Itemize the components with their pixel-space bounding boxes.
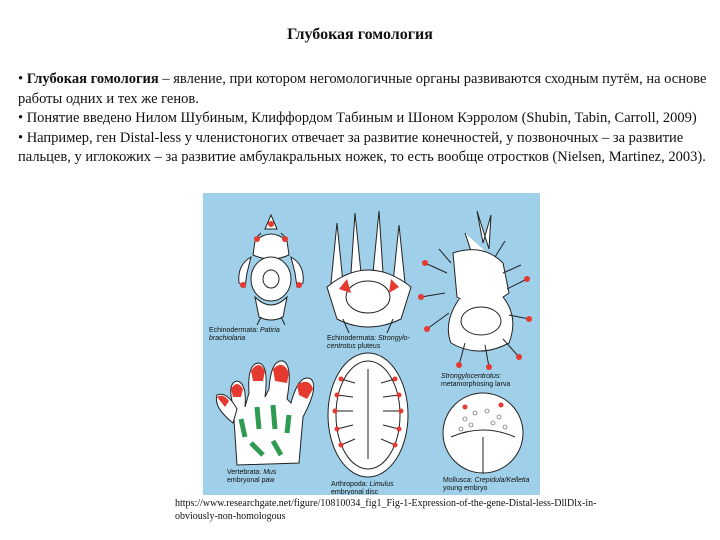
bullet: • (18, 71, 24, 87)
caption-pluteus: Echinodermata: Strongylo- centrotus pluteus (327, 335, 410, 350)
caption-patiria: Echinodermata: Patiria brachiolaria (209, 327, 280, 342)
limulus-disc-drawing (328, 353, 408, 477)
caption-mus: Vertebrata: Mus embryonal paw (227, 469, 277, 484)
definition-text: – явление, при котором негомологичные органы развиваются сходным путём, на основе работы одних и тех же генов. (18, 71, 707, 107)
source-link[interactable]: https://www.researchgate.net/figure/10810034_fig1_Fig-1-Expression-of-the-gene-Distal-less-DllDlx-in-obviously-non-homologous (175, 498, 597, 522)
paragraph-authors (18, 109, 708, 129)
paragraph-example (18, 129, 708, 168)
crepidula-embryo-drawing (443, 393, 523, 473)
authors-text: Понятие введено Нилом Шубиным, Клиффордом Табиным и Шоном Кэрролом (Shubin, Tabin, Carroll, 2009) (26, 110, 697, 127)
caption-limulus: Arthropoda: Limulus embryonal disc (331, 481, 394, 495)
distal-less-expression-figure (203, 193, 540, 495)
bullet: • (18, 110, 24, 127)
patiria-brachiolaria-drawing (239, 215, 304, 325)
example-text: Например, ген Distal-less у членистоногих отвечает за развитие конечностей, у позвоночных – за развитие пальцев, у иглокожих – за развитие амбулакральных ножек, то есть вообще отростков (Nielsen, Martinez, 2003). (18, 129, 706, 166)
term-deep-homology: Глубокая гомология (26, 71, 159, 87)
slide-title: Глубокая гомология (287, 26, 433, 43)
caption-larva: Strongylocentrotus: metamorphosing larva (441, 373, 511, 388)
pluteus-drawing (327, 211, 411, 333)
metamorphosing-larva-drawing (421, 211, 529, 367)
slide-body (18, 70, 708, 168)
caption-crepidula: Mollusca: Crepidula/Kelletia young embryo (443, 477, 530, 492)
bullet: • (18, 129, 24, 146)
paragraph-definition (18, 70, 708, 109)
mus-paw-drawing (216, 361, 313, 465)
